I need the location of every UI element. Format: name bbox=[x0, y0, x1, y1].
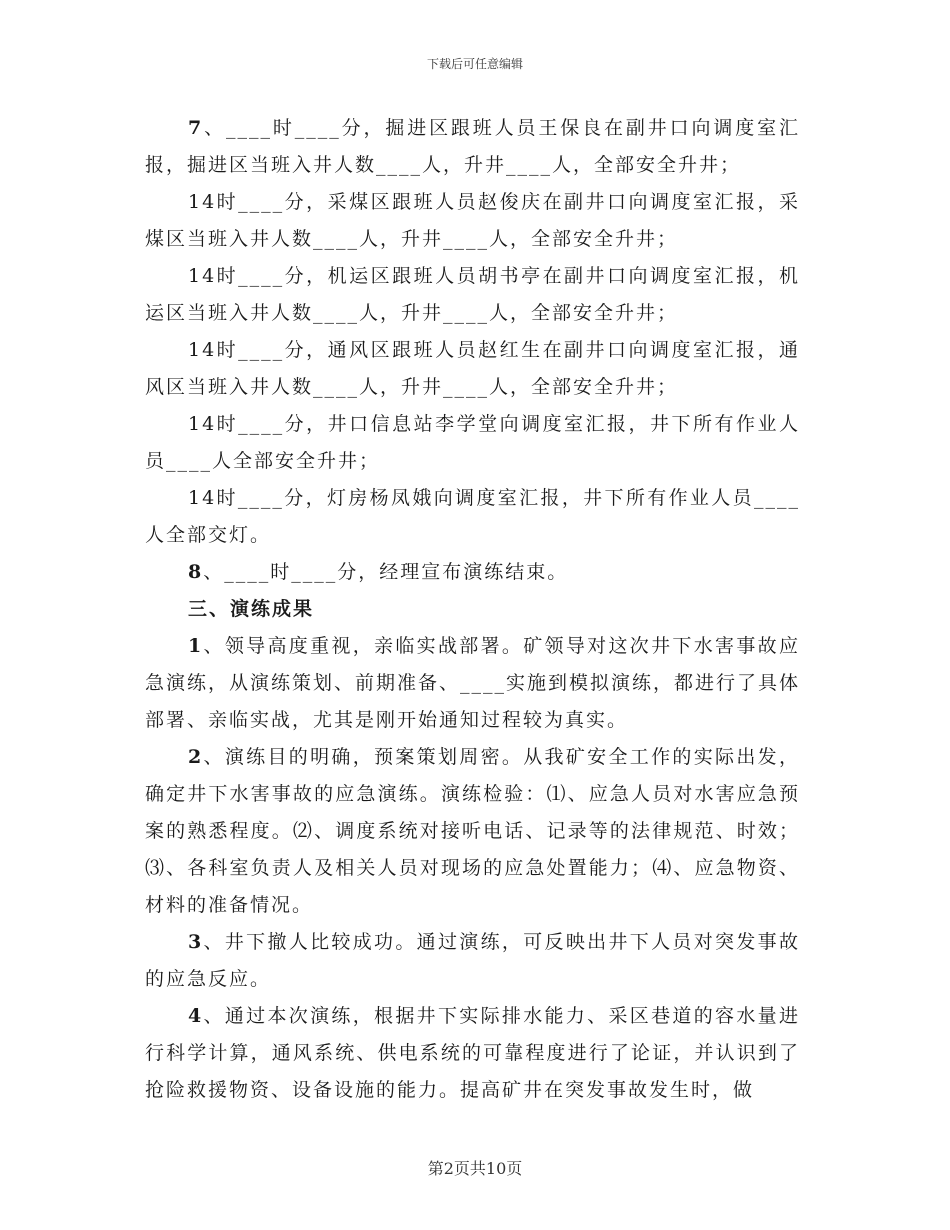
result-item-4 bbox=[145, 998, 800, 1109]
paragraph-text: 14时____分，灯房杨凤娥向调度室汇报，井下所有作业人员____人全部交灯。 bbox=[145, 487, 800, 546]
item-number: 2 bbox=[188, 746, 204, 768]
section-heading: 三、演练成果 bbox=[188, 598, 315, 620]
result-item-2 bbox=[145, 739, 800, 924]
paragraph-text: 14时____分，机运区跟班人员胡书亭在副井口向调度室汇报，机运区当班入井人数____人，升井____人，全部安全升井； bbox=[145, 265, 800, 324]
paragraph-text: 14时____分，井口信息站李学堂向调度室汇报，井下所有作业人员____人全部安全升井； bbox=[145, 413, 800, 472]
item-number: 7 bbox=[188, 117, 204, 139]
paragraph-text: 、____时____分，掘进区跟班人员王保良在副井口向调度室汇报，掘进区当班入井人数____人，升井____人，全部安全升井； bbox=[145, 117, 800, 176]
paragraph-text: 、通过本次演练，根据井下实际排水能力、采区巷道的容水量进行科学计算，通风系统、供电系统的可靠程度进行了论证，并认识到了抢险救援物资、设备设施的能力。提高矿井在突发事故发生时，做 bbox=[145, 1005, 800, 1101]
result-item-3 bbox=[145, 924, 800, 998]
paragraph-text: 、____时____分，经理宣布演练结束。 bbox=[203, 561, 569, 583]
page-header: 下载后可任意编辑 bbox=[426, 57, 523, 71]
item-number: 1 bbox=[188, 635, 204, 657]
item-number: 8 bbox=[188, 561, 204, 583]
item-number: 4 bbox=[188, 1005, 204, 1027]
page-footer: 第2页共10页 bbox=[427, 1159, 523, 1178]
paragraph-text: 14时____分，采煤区跟班人员赵俊庆在副井口向调度室汇报，采煤区当班入井人数____人，升井____人，全部安全升井； bbox=[145, 191, 800, 250]
result-item-1 bbox=[145, 628, 800, 739]
document-body bbox=[145, 110, 800, 1109]
paragraph-7 bbox=[145, 110, 800, 184]
paragraph-jiyun bbox=[145, 258, 800, 332]
paragraph-8 bbox=[145, 554, 800, 591]
paragraph-text: 、井下撤人比较成功。通过演练，可反映出井下人员对突发事故的应急反应。 bbox=[145, 931, 800, 990]
paragraph-text: 14时____分，通风区跟班人员赵红生在副井口向调度室汇报，通风区当班入井人数____人，升井____人，全部安全升井； bbox=[145, 339, 800, 398]
paragraph-text: 、演练目的明确，预案策划周密。从我矿安全工作的实际出发，确定井下水害事故的应急演练。演练检验：⑴、应急人员对水害应急预案的熟悉程度。⑵、调度系统对接听电话、记录等的法律规范、时效；⑶、各科室负责人及相关人员对现场的应急处置能力；⑷、应急物资、材料的准备情况。 bbox=[145, 746, 800, 916]
paragraph-dengfang bbox=[145, 480, 800, 554]
paragraph-tongfeng bbox=[145, 332, 800, 406]
paragraph-jingkou bbox=[145, 406, 800, 480]
paragraph-text: 、领导高度重视，亲临实战部署。矿领导对这次井下水害事故应急演练，从演练策划、前期准备、____实施到模拟演练，都进行了具体部署、亲临实战，尤其是刚开始通知过程较为真实。 bbox=[145, 635, 801, 731]
paragraph-caimei bbox=[145, 184, 800, 258]
item-number: 3 bbox=[188, 931, 204, 953]
